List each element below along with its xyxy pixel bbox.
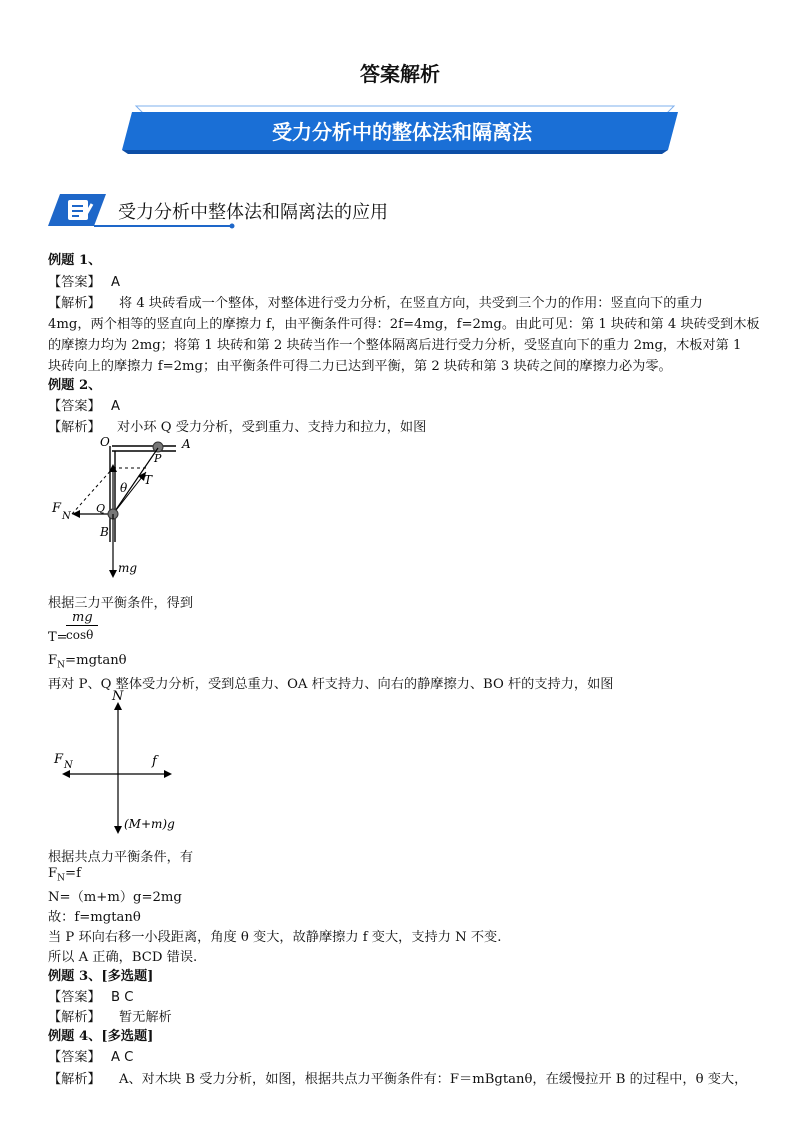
chapter-banner bbox=[122, 104, 682, 156]
ex2-answer bbox=[48, 395, 120, 414]
label-o: O bbox=[100, 435, 110, 449]
ex1-analysis-line-2: 4mg，两个相等的竖直向上的摩擦力 f，由平衡条件可得：2f=4mg，f=2mg。由此可见：第 1 块砖和第 4 块砖受到木板 bbox=[48, 317, 760, 332]
label-p: P bbox=[154, 452, 162, 465]
answer-value: A bbox=[110, 399, 120, 414]
label-b: B bbox=[100, 525, 109, 539]
answer-value: A bbox=[110, 275, 120, 290]
ex2-fn-equation: $F_N=mgtan\theta$ bbox=[48, 653, 127, 671]
ex2-line-2: 再对 P、Q 整体受力分析，受到总重力、OA 杆支持力、向右的静摩擦力、BO 杆的支持力，如图 bbox=[48, 677, 614, 692]
ex2-line-4: 当 P 环向右移一小段距离，角度 θ 变大，故静摩擦力 f 变大，支持力 N 不变. bbox=[48, 930, 502, 945]
label-q: Q bbox=[96, 502, 106, 515]
label-n: N bbox=[112, 689, 124, 704]
analysis-text: 将 4 块砖看成一个整体，对整体进行受力分析，在竖直方向，共受到三个力的作用：竖直向下的重力 bbox=[118, 296, 703, 311]
answer-label: 【答案】 bbox=[48, 399, 101, 414]
ex2-line-1: 根据三力平衡条件，得到 bbox=[48, 596, 194, 611]
label-a: A bbox=[182, 437, 191, 451]
force-diagram-whole bbox=[46, 688, 206, 838]
ex3-answer bbox=[48, 986, 133, 1005]
label-f-cap: F bbox=[54, 752, 64, 767]
formula-t-numerator: mg bbox=[72, 610, 93, 625]
ex2-eq1: $F_N=f$ bbox=[48, 866, 81, 884]
analysis-label: 【解析】 bbox=[48, 1010, 101, 1025]
ex2-eq3: 故：f=mgtanθ bbox=[48, 910, 141, 925]
ex4-heading: 例题 4、[多选题] bbox=[48, 1029, 154, 1044]
answer-label: 【答案】 bbox=[48, 990, 101, 1005]
ex3-heading: 例题 3、[多选题] bbox=[48, 969, 154, 984]
label-total-gravity: (M+m)g bbox=[124, 817, 175, 831]
ex1-analysis-line-3: 的摩擦力均为 2mg；将第 1 块砖和第 2 块砖当作一个整体隔离后进行受力分析，受竖直向下的重力 2mg，木板对第 1 bbox=[48, 338, 742, 353]
label-fn-sub: N bbox=[62, 511, 71, 522]
analysis-label: 【解析】 bbox=[48, 420, 101, 435]
banner-title: 受力分析中的整体法和隔离法 bbox=[272, 120, 532, 144]
analysis-text: 对小环 Q 受力分析，受到重力、支持力和拉力，如图 bbox=[116, 420, 427, 435]
ex1-analysis-line-4: 块砖向上的摩擦力 f=2mg；由平衡条件可得二力已达到平衡，第 2 块砖和第 3 块砖之间的摩擦力必为零。 bbox=[48, 359, 672, 374]
formula-t bbox=[48, 610, 128, 646]
analysis-label: 【解析】 bbox=[48, 1072, 101, 1087]
label-theta: θ bbox=[120, 481, 128, 495]
ex1-answer bbox=[48, 271, 120, 290]
page-title: 答案解析 bbox=[360, 62, 440, 86]
section-title: 受力分析中整体法和隔离法的应用 bbox=[118, 202, 388, 223]
label-mg: mg bbox=[118, 561, 138, 575]
ex2-eq2: N=（m+m）g=2mg bbox=[48, 890, 182, 905]
analysis-text: 暂无解析 bbox=[118, 1010, 172, 1025]
ex2-line-5: 所以 A 正确，BCD 错误. bbox=[48, 950, 198, 965]
force-diagram-ring bbox=[46, 434, 206, 584]
ex2-analysis bbox=[48, 416, 426, 435]
ex2-line-3: 根据共点力平衡条件，有 bbox=[48, 850, 194, 865]
answer-value: A C bbox=[110, 1050, 134, 1065]
label-fn-sub2: N bbox=[64, 760, 73, 771]
formula-t-prefix: T= bbox=[48, 630, 68, 645]
section-header bbox=[48, 188, 408, 232]
ex1-heading: 例题 1、 bbox=[48, 253, 102, 268]
answer-label: 【答案】 bbox=[48, 1050, 101, 1065]
answer-label: 【答案】 bbox=[48, 275, 101, 290]
analysis-text: A、对木块 B 受力分析，如图，根据共点力平衡条件有：F＝mBgtanθ，在缓慢拉开 B 的过程中，θ 变大， bbox=[118, 1072, 748, 1087]
label-t: T bbox=[144, 473, 153, 487]
ex1-analysis-line-1 bbox=[48, 292, 703, 311]
answer-value: B C bbox=[110, 990, 134, 1005]
ex4-answer bbox=[48, 1046, 133, 1065]
analysis-label: 【解析】 bbox=[48, 296, 101, 311]
formula-t-denominator: cosθ bbox=[66, 628, 94, 642]
ex4-analysis bbox=[48, 1068, 747, 1087]
ex2-heading: 例题 2、 bbox=[48, 378, 102, 393]
label-f: F bbox=[52, 501, 62, 516]
label-f-small: f bbox=[152, 754, 157, 769]
ex3-analysis bbox=[48, 1006, 172, 1025]
